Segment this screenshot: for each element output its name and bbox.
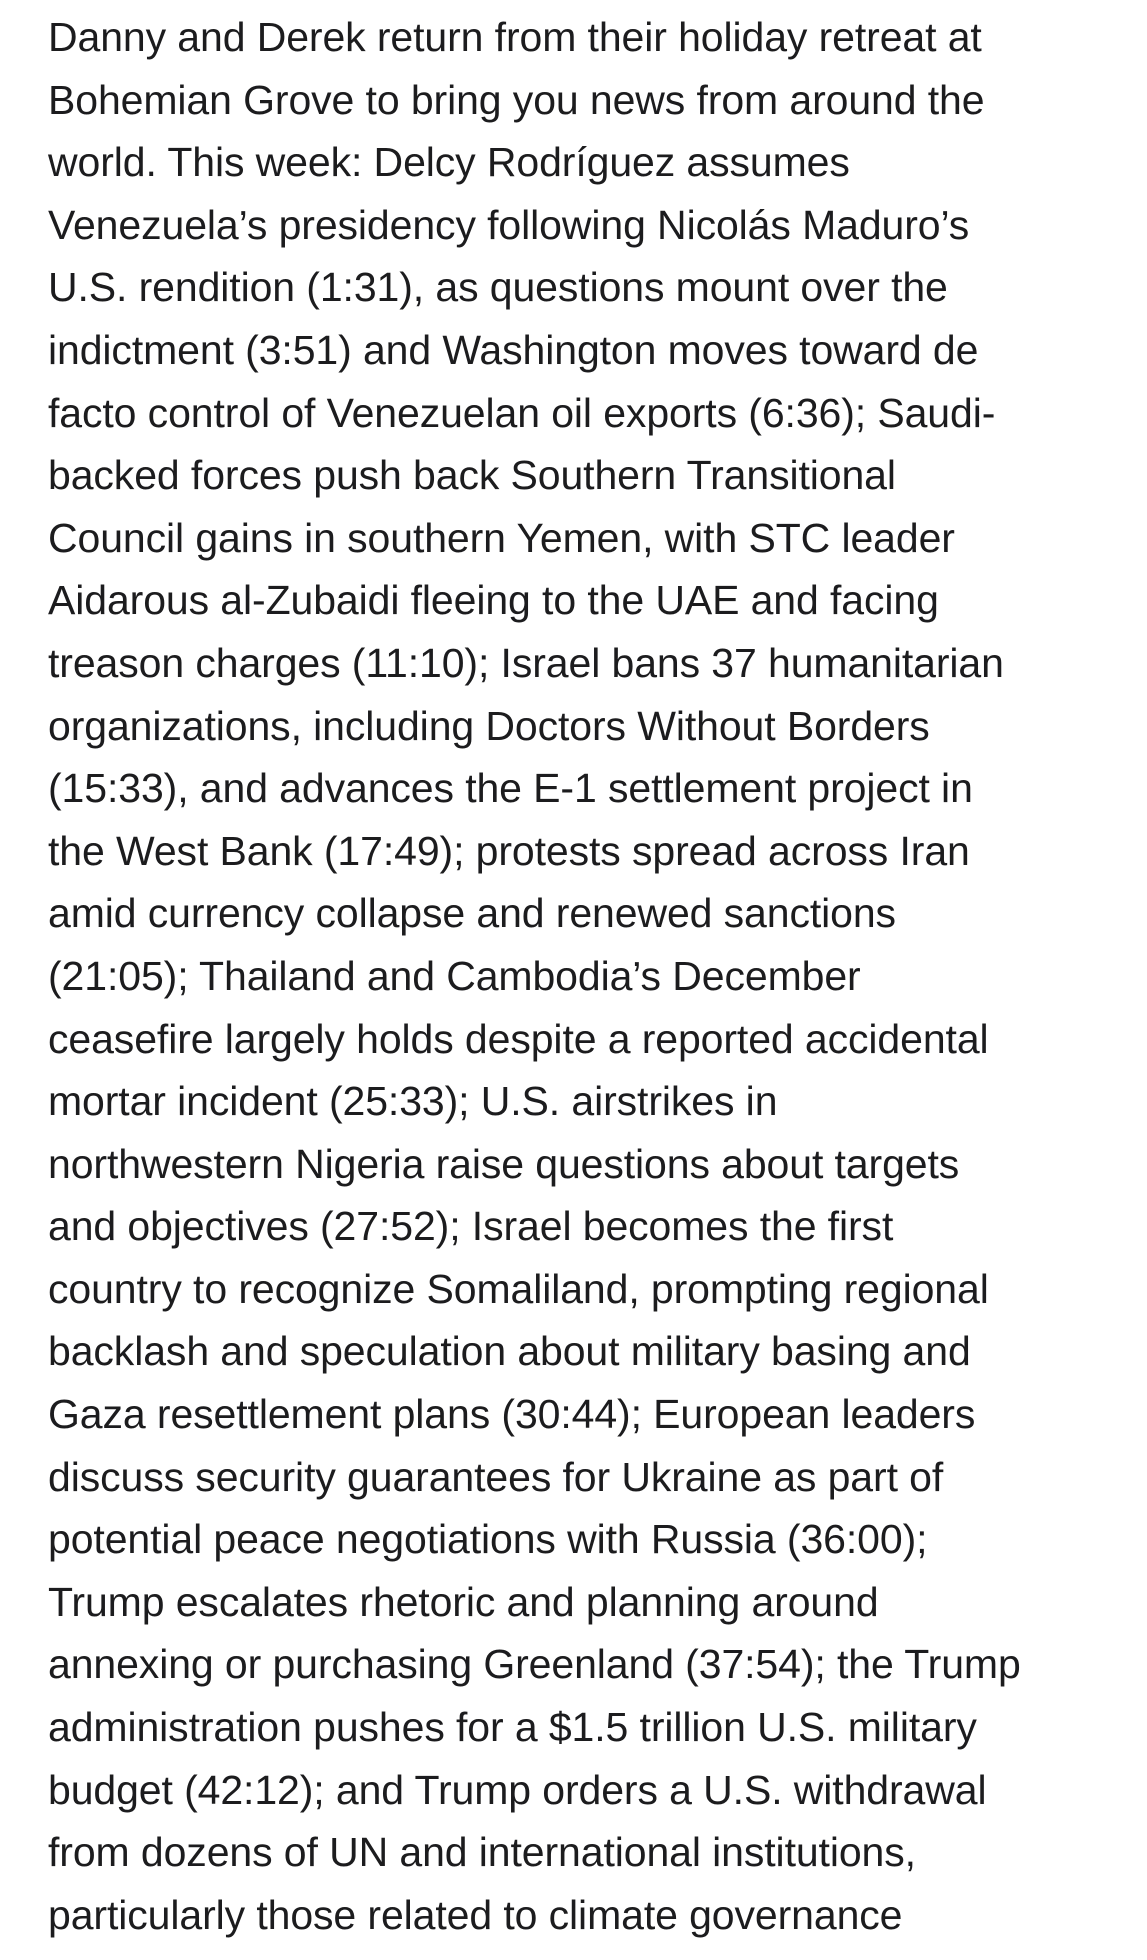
description-line: treason charges (11:10); Israel bans 37 humanitarian — [48, 639, 1004, 686]
description-line: U.S. rendition (1:31), as questions mount over the — [48, 264, 948, 311]
description-line: Gaza resettlement plans (30:44); European leaders — [48, 1391, 976, 1438]
description-line: (21:05); Thailand and Cambodia’s December — [48, 952, 861, 999]
description-line: from dozens of UN and international institutions, — [48, 1829, 916, 1876]
description-line: the West Bank (17:49); protests spread across Iran — [48, 827, 970, 874]
episode-description — [48, 6, 1147, 1946]
description-line: world. This week: Delcy Rodríguez assumes — [48, 139, 850, 186]
description-line: Danny and Derek return from their holiday retreat at — [48, 14, 982, 60]
description-line: backed forces push back Southern Transitional — [48, 452, 896, 499]
description-line: ceasefire largely holds despite a reported accidental — [48, 1015, 989, 1062]
description-line: Bohemian Grove to bring you news from around the — [48, 76, 985, 123]
description-line: Trump escalates rhetoric and planning around — [48, 1578, 879, 1625]
description-line: budget (42:12); and Trump orders a U.S. withdrawal — [48, 1766, 987, 1813]
description-line: northwestern Nigeria raise questions about targets — [48, 1140, 960, 1187]
description-line: mortar incident (25:33); U.S. airstrikes in — [48, 1078, 778, 1125]
description-line: discuss security guarantees for Ukraine as part of — [48, 1453, 944, 1500]
description-line: annexing or purchasing Greenland (37:54); the Trump — [48, 1641, 1021, 1688]
description-line: organizations, including Doctors Without Borders — [48, 702, 930, 749]
description-line: administration pushes for a $1.5 trillion U.S. military — [48, 1704, 977, 1751]
description-line: Aidarous al-Zubaidi fleeing to the UAE and facing — [48, 577, 939, 624]
description-line: amid currency collapse and renewed sanctions — [48, 890, 896, 937]
description-line: particularly those related to climate governance — [48, 1891, 903, 1938]
description-line: backlash and speculation about military basing and — [48, 1328, 971, 1375]
description-line: indictment (3:51) and Washington moves toward de — [48, 326, 979, 373]
description-line: (15:33), and advances the E-1 settlement project in — [48, 765, 973, 812]
description-line: Council gains in southern Yemen, with STC leader — [48, 514, 955, 561]
description-line: Venezuela’s presidency following Nicolás Maduro’s — [48, 201, 970, 248]
description-line: country to recognize Somaliland, prompting regional — [48, 1265, 989, 1312]
description-line: facto control of Venezuelan oil exports (6:36); Saudi- — [48, 389, 996, 436]
description-line: and objectives (27:52); Israel becomes the first — [48, 1203, 894, 1250]
description-line: potential peace negotiations with Russia (36:00); — [48, 1516, 928, 1563]
